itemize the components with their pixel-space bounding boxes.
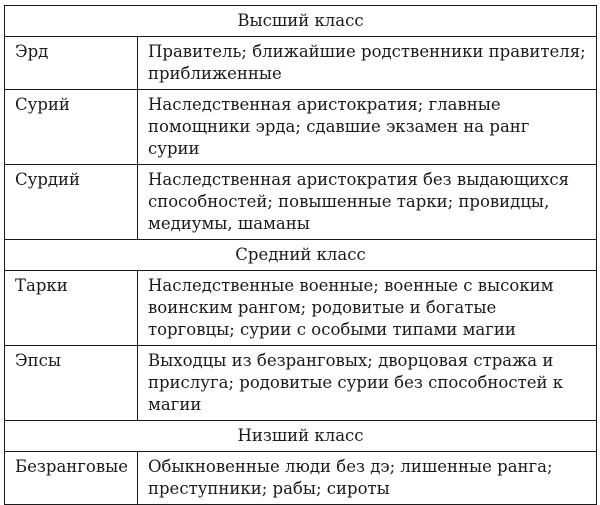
rank-description: Правитель; ближайшие родственники правителя; приближенные: [138, 37, 597, 90]
section-header-row: [5, 240, 597, 271]
section-title-upper: Высший класс: [5, 6, 597, 37]
social-classes-table: [4, 5, 597, 505]
rank-name: Эрд: [5, 37, 138, 90]
rank-name: Сурдий: [5, 165, 138, 240]
rank-description: Наследственная аристократия; главные помощники эрда; сдавшие экзамен на ранг сурии: [138, 90, 597, 165]
table-row: [5, 165, 597, 240]
rank-name: Сурий: [5, 90, 138, 165]
section-title-middle: Средний класс: [5, 240, 597, 271]
rank-name: Безранговые: [5, 452, 138, 505]
section-header-row: [5, 421, 597, 452]
rank-description: Наследственные военные; военные с высоким воинским рангом; родовитые и богатые торговцы; сурии с особыми типами магии: [138, 271, 597, 346]
rank-name: Эпсы: [5, 346, 138, 421]
table-row: [5, 37, 597, 90]
rank-description: Обыкновенные люди без дэ; лишенные ранга; преступники; рабы; сироты: [138, 452, 597, 505]
section-title-lower: Низший класс: [5, 421, 597, 452]
section-header-row: [5, 6, 597, 37]
table-row: [5, 452, 597, 505]
rank-name: Тарки: [5, 271, 138, 346]
rank-description: Выходцы из безранговых; дворцовая стража и прислуга; родовитые сурии без способностей к магии: [138, 346, 597, 421]
table-row: [5, 346, 597, 421]
table-row: [5, 90, 597, 165]
rank-description: Наследственная аристократия без выдающихся способностей; повышенные тарки; провидцы, медиумы, шаманы: [138, 165, 597, 240]
table-row: [5, 271, 597, 346]
